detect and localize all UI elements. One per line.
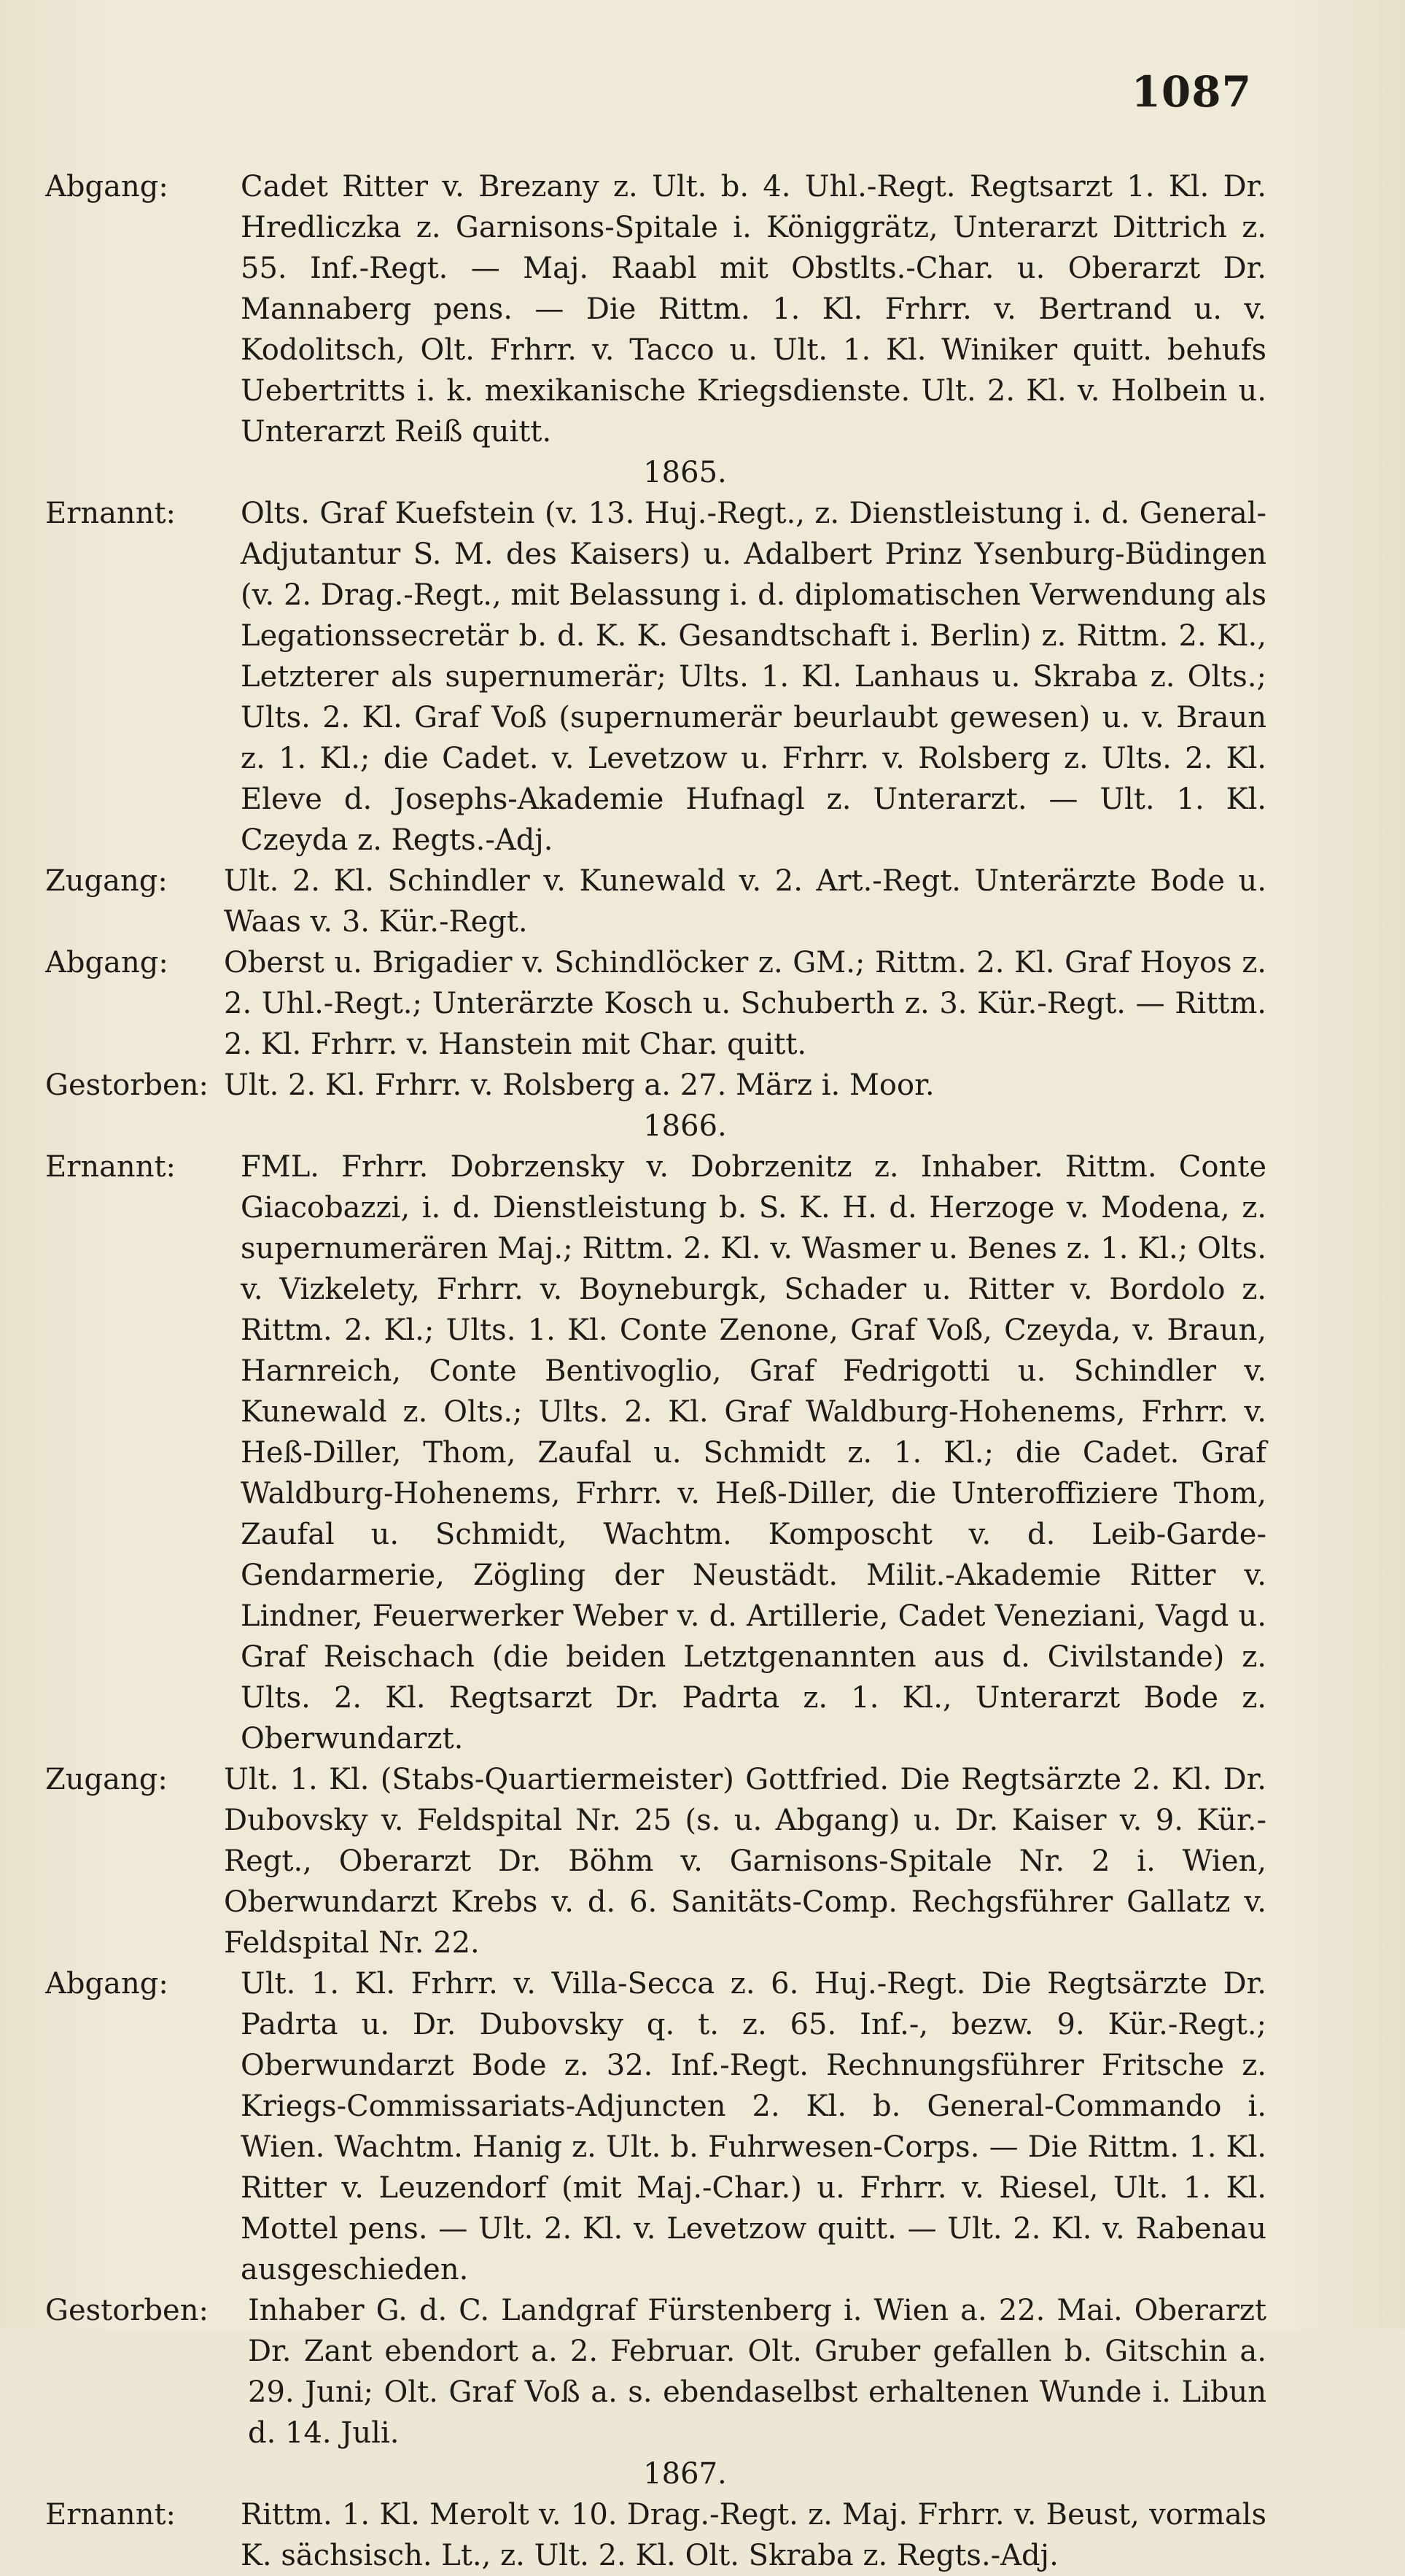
year-heading: 1866. bbox=[643, 1109, 727, 1143]
entry-ernannt bbox=[45, 1147, 1266, 1759]
entry-text: Oberst u. Brigadier v. Schindlöcker z. GM.; Rittm. 2. Kl. Graf Hoyos z. 2. Uhl.-Regt.; Unterärzte Kosch u. Schuberth z. 3. Kür.-Regt. — Rittm. 2. Kl. Frhrr. v. Hanstein mit Char. quitt. bbox=[224, 946, 1266, 1061]
page-body bbox=[45, 166, 1266, 2576]
entry-text: Ult. 2. Kl. Frhrr. v. Rolsberg a. 27. März i. Moor. bbox=[224, 1068, 935, 1102]
entry-label: Ernannt: bbox=[45, 497, 176, 530]
entry-gestorben bbox=[45, 1065, 1266, 1106]
entry-text: Ult. 1. Kl. (Stabs-Quartiermeister) Gottfried. Die Regtsärzte 2. Kl. Dr. Dubovsky v. Feldspital Nr. 25 (s. u. Abgang) u. Dr. Kaiser v. 9. Kür.-Regt., Oberarzt Dr. Böhm v. Garnisons-Spitale Nr. 2 i. Wien, Oberwundarzt Krebs v. d. 6. Sanitäts-Comp. Rechgsführer Gallatz v. Feldspital Nr. 22. bbox=[224, 1763, 1266, 1960]
entry-text: Olts. Graf Kuefstein (v. 13. Huj.-Regt., z. Dienstleistung i. d. General-Adjutantur S. M. des Kaisers) u. Adalbert Prinz Ysenburg-Büdingen (v. 2. Drag.-Regt., mit Belassung i. d. diplomatischen Verwendung als Legationssecretär b. d. K. K. Gesandtschaft i. Berlin) z. Rittm. 2. Kl., Letzterer als supernumerär; Ults. 1. Kl. Lanhaus u. Skraba z. Olts.; Ults. 2. Kl. Graf Voß (supernumerär beurlaubt gewesen) u. v. Braun z. 1. Kl.; die Cadet. v. Levetzow u. Frhrr. v. Rolsberg z. Ults. 2. Kl. Eleve d. Josephs-Akademie Hufnagl z. Unterarzt. — Ult. 1. Kl. Czeyda z. Regts.-Adj. bbox=[241, 497, 1266, 857]
entry-ernannt bbox=[45, 2494, 1266, 2576]
entry-gestorben bbox=[45, 2290, 1266, 2453]
entry-label: Zugang: bbox=[45, 864, 168, 898]
entry-text: Ult. 1. Kl. Frhrr. v. Villa-Secca z. 6. Huj.-Regt. Die Regtsärzte Dr. Padrta u. Dr. Dubovsky q. t. z. 65. Inf.-, bezw. 9. Kür.-Regt.; Oberwundarzt Bode z. 32. Inf.-Regt. Rechnungsführer Fritsche z. Kriegs-Commissariats-Adjuncten 2. Kl. b. General-Commando i. Wien. Wachtm. Hanig z. Ult. b. Fuhrwesen-Corps. — Die Rittm. 1. Kl. Ritter v. Leuzendorf (mit Maj.-Char.) u. Frhrr. v. Riesel, Ult. 1. Kl. Mottel pens. — Ult. 2. Kl. v. Levetzow quitt. — Ult. 2. Kl. v. Rabenau ausgeschieden. bbox=[241, 1967, 1266, 2286]
page-number: 1087 bbox=[1131, 67, 1252, 117]
entry-label: Gestorben: bbox=[45, 2294, 209, 2327]
entry-text: FML. Frhrr. Dobrzensky v. Dobrzenitz z. Inhaber. Rittm. Conte Giacobazzi, i. d. Dienstleistung b. S. K. H. d. Herzoge v. Modena, z. supernumerären Maj.; Rittm. 2. Kl. v. Wasmer u. Benes z. 1. Kl.; Olts. v. Vizkelety, Frhrr. v. Boyneburgk, Schader u. Ritter v. Bordolo z. Rittm. 2. Kl.; Ults. 1. Kl. Conte Zenone, Graf Voß, Czeyda, v. Braun, Harnreich, Conte Bentivoglio, Graf Fedrigotti u. Schindler v. Kunewald z. Olts.; Ults. 2. Kl. Graf Waldburg-Hohenems, Frhrr. v. Heß-Diller, Thom, Zaufal u. Schmidt z. 1. Kl.; die Cadet. Graf Waldburg-Hohenems, Frhrr. v. Heß-Diller, die Unteroffiziere Thom, Zaufal u. Schmidt, Wachtm. Komposcht v. d. Leib-Garde-Gendarmerie, Zögling der Neustädt. Milit.-Akademie Ritter v. Lindner, Feuerwerker Weber v. d. Artillerie, Cadet Veneziani, Vagd u. Graf Reischach (die beiden Letztgenannten aus d. Civilstande) z. Ults. 2. Kl. Regtsarzt Dr. Padrta z. 1. Kl., Unterarzt Bode z. Oberwundarzt. bbox=[241, 1150, 1266, 1756]
entry-ernannt bbox=[45, 493, 1266, 861]
entry-text: Ult. 2. Kl. Schindler v. Kunewald v. 2. Art.-Regt. Unterärzte Bode u. Waas v. 3. Kür.-Regt. bbox=[224, 864, 1266, 939]
entry-abgang bbox=[45, 1963, 1266, 2290]
entry-label: Abgang: bbox=[45, 170, 168, 203]
entry-abgang bbox=[45, 166, 1266, 452]
entry-zugang bbox=[45, 861, 1266, 942]
entry-text: Rittm. 1. Kl. Merolt v. 10. Drag.-Regt. z. Maj. Frhrr. v. Beust, vormals K. sächsisch. Lt., z. Ult. 2. Kl. Olt. Skraba z. Regts.-Adj. bbox=[241, 2498, 1266, 2572]
year-heading: 1865. bbox=[643, 456, 727, 489]
entry-label: Zugang: bbox=[45, 1763, 168, 1796]
entry-label: Abgang: bbox=[45, 1967, 168, 2001]
entry-text: Inhaber G. d. C. Landgraf Fürstenberg i. Wien a. 22. Mai. Oberarzt Dr. Zant ebendort a. 2. Februar. Olt. Gruber gefallen b. Gitschin a. 29. Juni; Olt. Graf Voß a. s. ebendaselbst erhaltenen Wunde i. Libun d. 14. Juli. bbox=[248, 2294, 1266, 2450]
entry-label: Gestorben: bbox=[45, 1068, 209, 1102]
year-heading: 1867. bbox=[643, 2457, 727, 2491]
entry-abgang bbox=[45, 942, 1266, 1065]
entry-text: Cadet Ritter v. Brezany z. Ult. b. 4. Uhl.-Regt. Regtsarzt 1. Kl. Dr. Hredliczka z. Garnisons-Spitale i. Königgrätz, Unterarzt Dittrich z. 55. Inf.-Regt. — Maj. Raabl mit Obstlts.-Char. u. Oberarzt Dr. Mannaberg pens. — Die Rittm. 1. Kl. Frhrr. v. Bertrand u. v. Kodolitsch, Olt. Frhrr. v. Tacco u. Ult. 1. Kl. Winiker quitt. behufs Uebertritts i. k. mexikanische Kriegsdienste. Ult. 2. Kl. v. Holbein u. Unterarzt Reiß quitt. bbox=[241, 170, 1266, 449]
entry-label: Ernannt: bbox=[45, 1150, 176, 1184]
entry-zugang bbox=[45, 1759, 1266, 1963]
entry-label: Abgang: bbox=[45, 946, 168, 979]
entry-label: Ernannt: bbox=[45, 2498, 176, 2532]
